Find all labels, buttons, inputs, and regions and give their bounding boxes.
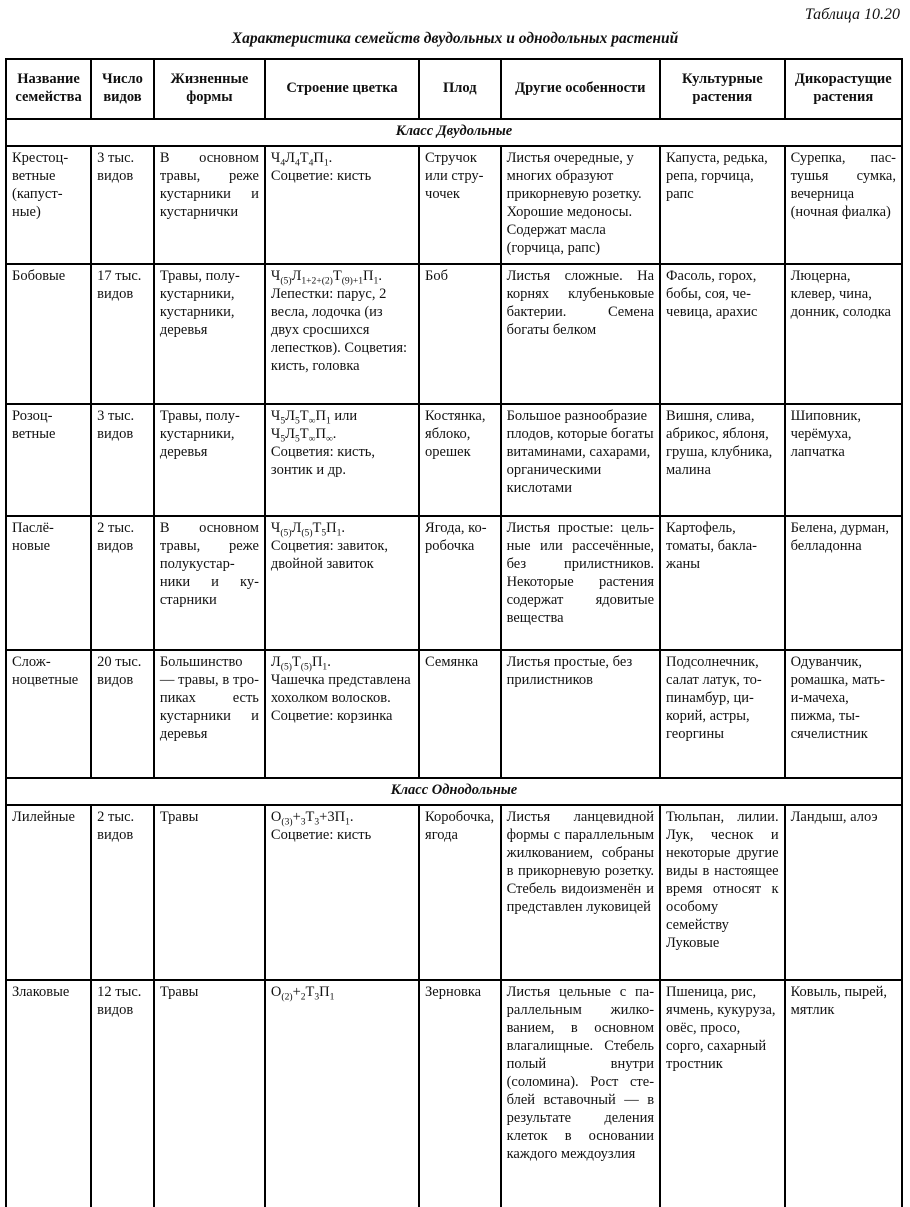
cell-life-forms: Травы, полукустарники, деревья xyxy=(154,404,265,516)
cell-other-features: Листья сложные. На корнях клубеньковые бактерии. Семена богаты белком xyxy=(501,264,660,404)
cell-family: Злаковые xyxy=(6,980,91,1207)
cell-family: Крестоцветные (капустные) xyxy=(6,146,91,264)
cell-fruit: Костянка, яблоко, орешек xyxy=(419,404,501,516)
cell-flower-structure xyxy=(265,146,419,264)
cell-species-count: 3 тыс. видов xyxy=(91,404,154,516)
cell-life-forms: Травы xyxy=(154,805,265,980)
cell-wild-plants: Одуванчик, ромашка, мать-и-мачеха, пижма, тысячелистник xyxy=(785,650,902,778)
col-header-wild-plants: Дикорастущие растения xyxy=(785,59,902,119)
cell-species-count: 2 тыс. видов xyxy=(91,516,154,650)
cell-species-count: 2 тыс. видов xyxy=(91,805,154,980)
cell-other-features: Листья очередные, у многих образуют прикорневую розетку. Хорошие медоносы. Содержат масла (горчица, рапс) xyxy=(501,146,660,264)
cell-flower-structure xyxy=(265,404,419,516)
table-number-label: Таблица 10.20 xyxy=(804,6,900,23)
section-row-dicots xyxy=(6,119,902,146)
col-header-life-forms: Жизненные формы xyxy=(154,59,265,119)
cell-life-forms: В основном травы, реже кустарники и кустарнички xyxy=(154,146,265,264)
cell-wild-plants: Шиповник, черёмуха, лапчатка xyxy=(785,404,902,516)
cell-family: Бобовые xyxy=(6,264,91,404)
table-row-rosaceae xyxy=(6,404,902,516)
flower-note: Соцветие: кисть xyxy=(270,167,372,184)
cell-family: Розоцветные xyxy=(6,404,91,516)
col-header-species-count: Число видов xyxy=(91,59,154,119)
flower-formula: $Ч_5Л_5Т_\infty П_1$ или $Ч_5Л_5Т_\infty П_\infty$. xyxy=(270,407,358,445)
flower-formula: $Ч_{(5)}Л_{1+2+(2)}Т_{(9)+1}П_1$. xyxy=(270,267,382,287)
flower-note: Соцветия: кисть, зонтик и др. xyxy=(270,443,376,478)
table-row-asteraceae xyxy=(6,650,902,778)
cell-cultivated-plants: Подсолнечник, салат латук, топинамбур, цикорий, астры, георгины xyxy=(660,650,785,778)
cell-family: Сложноцветные xyxy=(6,650,91,778)
cell-species-count: 12 тыс. видов xyxy=(91,980,154,1207)
table-row-liliaceae xyxy=(6,805,902,980)
cell-fruit: Зерновка xyxy=(419,980,501,1207)
cell-life-forms: Травы xyxy=(154,980,265,1207)
cell-cultivated-plants: Вишня, слива, абрикос, яблоня, груша, клубника, малина xyxy=(660,404,785,516)
cell-species-count: 3 тыс. видов xyxy=(91,146,154,264)
cell-other-features: Листья цельные с параллельным жилкованием, в основном влагалищные. Стебель полый внутри (соломина). Рост стеблей вставочный — в результате деления клеток в основании каждого междоузлия xyxy=(501,980,660,1207)
section-heading-monocots: Класс Однодольные xyxy=(6,778,902,805)
table-row-poaceae xyxy=(6,980,902,1207)
flower-formula: $О_{(3)}+_3Т_3+3П_1$. xyxy=(270,808,354,828)
col-header-other-features: Другие особенности xyxy=(501,59,660,119)
cell-other-features: Большое разнообразие плодов, которые богаты витаминами, сахарами, органическими кислотами xyxy=(501,404,660,516)
cell-wild-plants: Ландыш, алоэ xyxy=(785,805,902,980)
cell-fruit: Коробочка, ягода xyxy=(419,805,501,980)
cell-life-forms: Травы, полукустарники, кустарники, деревья xyxy=(154,264,265,404)
col-header-flower-structure: Строение цветка xyxy=(265,59,419,119)
cell-family: Паслёновые xyxy=(6,516,91,650)
cell-wild-plants: Ковыль, пырей, мятлик xyxy=(785,980,902,1207)
page-title: Характеристика семейств двудольных и однодольных растений xyxy=(231,30,679,47)
col-header-fruit: Плод xyxy=(419,59,501,119)
cell-life-forms: В основном травы, реже полукустарники и кустарники xyxy=(154,516,265,650)
flower-formula: $Ч_{(5)}Л_{(5)}Т_5П_1$. xyxy=(270,519,346,539)
cell-family: Лилейные xyxy=(6,805,91,980)
cell-wild-plants: Белена, дурман, белладонна xyxy=(785,516,902,650)
cell-flower-structure xyxy=(265,980,419,1207)
flower-note: Соцветия: завиток, двойной завиток xyxy=(270,537,389,572)
cell-life-forms: Большинство — травы, в тропиках есть кустарники и деревья xyxy=(154,650,265,778)
flower-note: Чашечка представлена хохолком волосков. Соцветие: корзинка xyxy=(270,671,411,724)
flower-note: Лепестки: парус, 2 весла, лодочка (из двух сросшихся лепестков). Соцветия: кисть, головка xyxy=(270,285,408,374)
col-header-family: Название семейства xyxy=(6,59,91,119)
cell-flower-structure xyxy=(265,650,419,778)
header-row xyxy=(6,59,902,119)
cell-cultivated-plants: Тюльпан, лилии. Лук, чеснок и некоторые другие виды в настоящее время относят к особому семейству Луковые xyxy=(660,805,785,980)
flower-formula: $О_{(2)}+_2Т_3П_1$ xyxy=(270,983,335,1003)
section-heading-dicots: Класс Двудольные xyxy=(6,119,902,146)
cell-other-features: Листья ланцевидной формы с параллельным жилкованием, собраны в прикорневую розетку. Стебель видоизменён и представлен луковицей xyxy=(501,805,660,980)
table-row-fabaceae xyxy=(6,264,902,404)
cell-species-count: 17 тыс. видов xyxy=(91,264,154,404)
cell-flower-structure xyxy=(265,516,419,650)
cell-cultivated-plants: Картофель, томаты, баклажаны xyxy=(660,516,785,650)
cell-cultivated-plants: Капуста, редька, репа, горчица, рапс xyxy=(660,146,785,264)
section-row-monocots xyxy=(6,778,902,805)
cell-flower-structure xyxy=(265,805,419,980)
flower-formula: $Л_{(5)}Т_{(5)}П_1$. xyxy=(270,653,331,673)
table-row-solanaceae xyxy=(6,516,902,650)
cell-species-count: 20 тыс. видов xyxy=(91,650,154,778)
cell-wild-plants: Люцерна, клевер, чина, донник, солодка xyxy=(785,264,902,404)
cell-other-features: Листья простые, без прилистников xyxy=(501,650,660,778)
cell-fruit: Ягода, коробочка xyxy=(419,516,501,650)
cell-fruit: Боб xyxy=(419,264,501,404)
flower-formula: $Ч_4Л_4Т_4П_1$. xyxy=(270,149,333,169)
plant-families-table xyxy=(5,58,903,1207)
cell-cultivated-plants: Фасоль, горох, бобы, соя, чечевица, арахис xyxy=(660,264,785,404)
cell-fruit: Стручок или стручочек xyxy=(419,146,501,264)
table-row-cruciferae xyxy=(6,146,902,264)
cell-fruit: Семянка xyxy=(419,650,501,778)
cell-other-features: Листья простые: цельные или рассечённые, без прилистников. Некоторые растения содержат ядовитые вещества xyxy=(501,516,660,650)
cell-wild-plants: Сурепка, пастушья сумка, вечерница (ночная фиалка) xyxy=(785,146,902,264)
flower-note: Соцветие: кисть xyxy=(270,826,372,843)
cell-cultivated-plants: Пшеница, рис, ячмень, кукуруза, овёс, просо, сорго, сахарный тростник xyxy=(660,980,785,1207)
col-header-cultivated-plants: Культурные растения xyxy=(660,59,785,119)
cell-flower-structure xyxy=(265,264,419,404)
